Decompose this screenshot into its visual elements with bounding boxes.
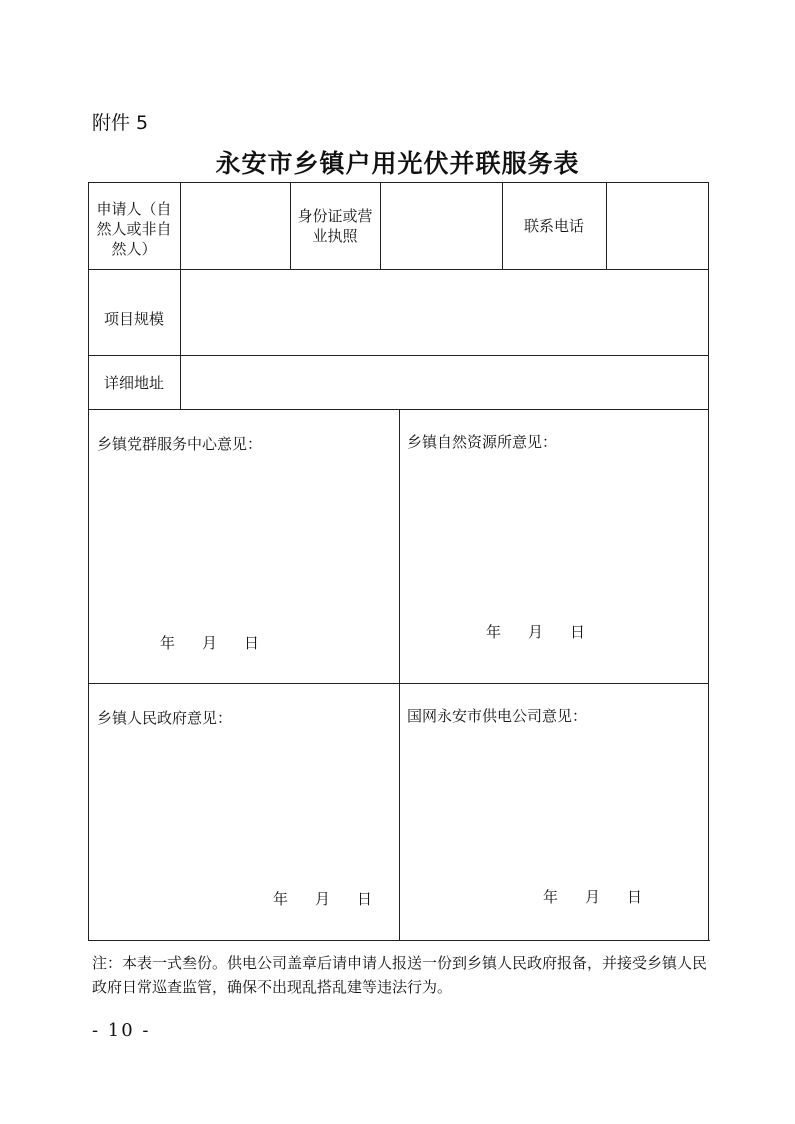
party-center-opinion-label: 乡镇党群服务中心意见： [97, 435, 263, 453]
scale-input[interactable] [182, 272, 706, 352]
year-label: 年 [273, 890, 289, 908]
address-input[interactable] [182, 358, 706, 406]
address-label: 详细地址 [103, 374, 164, 392]
year-label: 年 [160, 634, 176, 652]
footnote: 注：本表一式叁份。供电公司盖章后请申请人报送一份到乡镇人民政府报备，并接受乡镇人民政府日常巡查监管，确保不出现乱搭乱建等违法行为。 [92, 954, 708, 996]
month-label: 月 [202, 634, 218, 652]
scale-label: 项目规模 [103, 310, 164, 328]
day-label: 日 [570, 623, 586, 641]
attachment-label: 附件 5 [92, 112, 149, 134]
phone-label: 联系电话 [523, 217, 584, 235]
power-company-opinion-label: 国网永安市供电公司意见： [407, 707, 588, 725]
day-label: 日 [627, 888, 643, 906]
year-label: 年 [486, 623, 502, 641]
township-gov-opinion-label: 乡镇人民政府意见： [97, 709, 233, 727]
day-label: 日 [244, 634, 260, 652]
month-label: 月 [585, 888, 601, 906]
township-gov-date [273, 888, 372, 909]
party-center-date [160, 632, 259, 653]
natural-resources-opinion-label: 乡镇自然资源所意见： [407, 433, 558, 451]
page-title: 永安市乡镇户用光伏并联服务表 [215, 149, 580, 178]
day-label: 日 [357, 890, 373, 908]
id-label: 身份证或营业执照 [297, 207, 373, 245]
applicant-input[interactable] [182, 186, 288, 266]
id-input[interactable] [382, 186, 500, 266]
power-company-date [543, 886, 642, 907]
phone-input[interactable] [608, 186, 706, 266]
natural-resources-date [486, 621, 585, 642]
year-label: 年 [543, 888, 559, 906]
applicant-label: 申请人（自然人或非自然人） [96, 200, 172, 258]
month-label: 月 [315, 890, 331, 908]
month-label: 月 [528, 623, 544, 641]
page-number: - 10 - [92, 1020, 151, 1041]
